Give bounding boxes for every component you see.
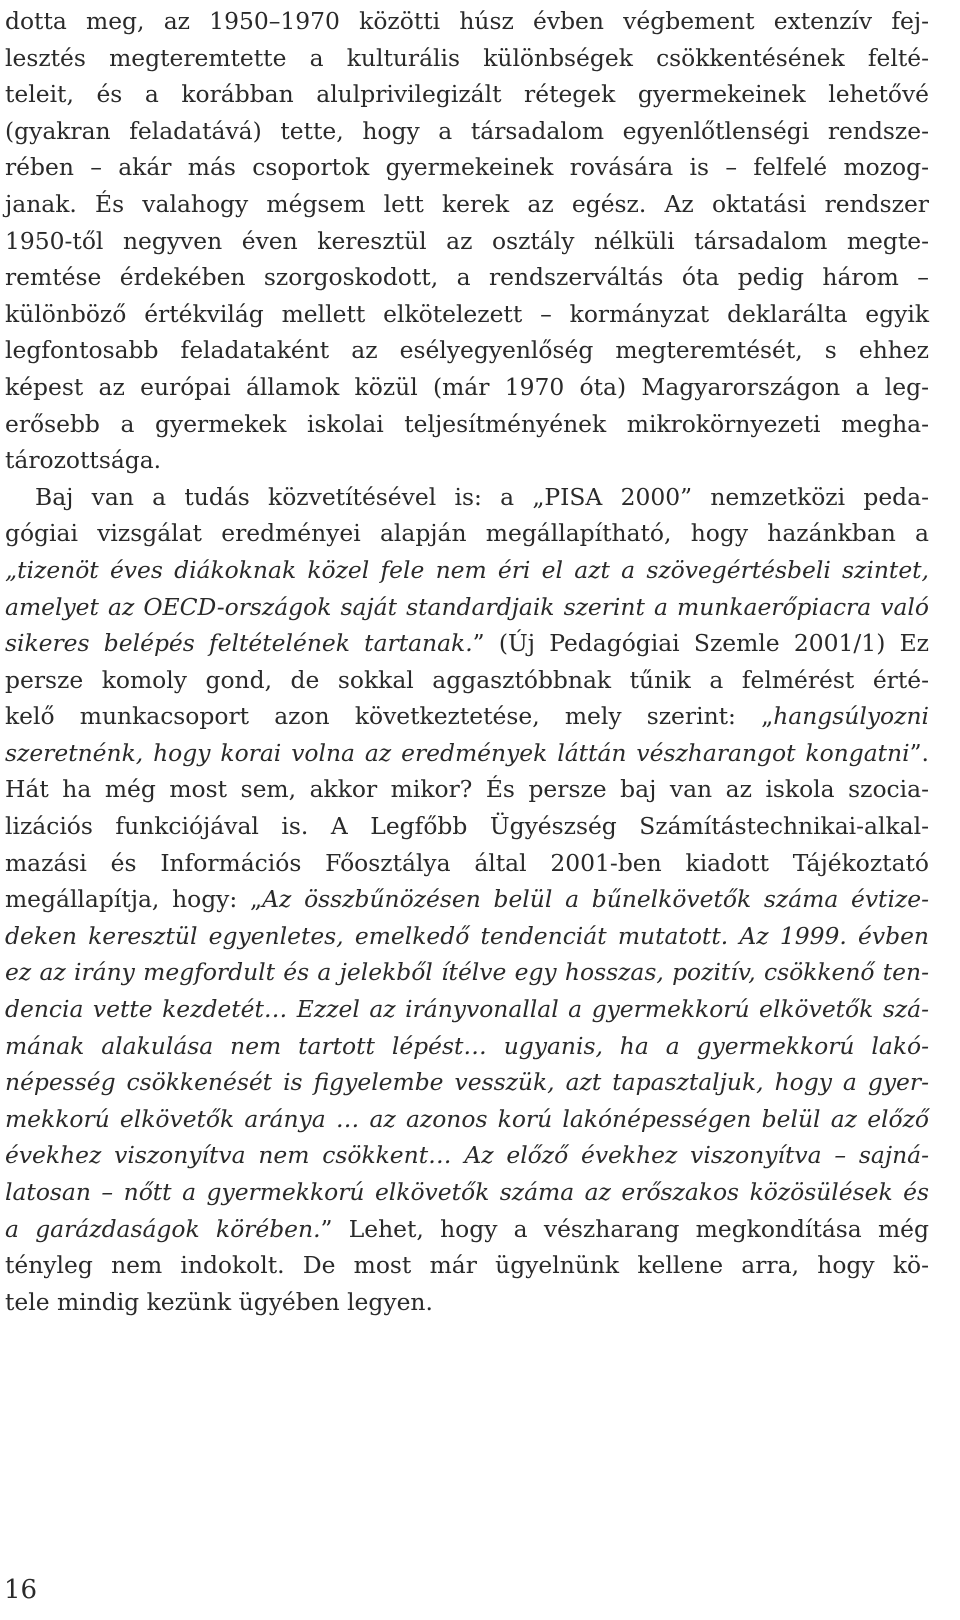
- quote-line: [5, 1064, 929, 1101]
- text-line: lizációs funkciójával is. A Legfőbb Ügyészség Számítástechnikai-alkal-: [5, 812, 929, 841]
- text-line: rében – akár más csoportok gyermekeinek rovására is – felfelé mozog-: [5, 153, 929, 182]
- text-line: persze komoly gond, de sokkal aggasztóbbnak tűnik a felmérést érté-: [5, 665, 929, 694]
- quote-text: mekkorú elkövetők aránya … az azonos korú lakónépességen belül az előző: [5, 1104, 929, 1133]
- text-line: gógiai vizsgálat eredményei alapján megállapítható, hogy hazánkban a: [5, 519, 929, 548]
- quote-line: [5, 589, 929, 626]
- text-line: mazási és Információs Főosztálya által 2001-ben kiadott Tájékoztató: [5, 848, 929, 877]
- text-line: [5, 1211, 929, 1248]
- text-line: teleit, és a korábban alulprivilegizált rétegek gyermekeinek lehetővé: [5, 80, 929, 109]
- text-line: 1950-től negyven éven keresztül az osztály nélküli társadalom megte-: [5, 226, 929, 255]
- quote-line: [5, 918, 929, 955]
- line-text: ” Lehet, hogy a vészharang megkondítása még: [320, 1214, 929, 1243]
- quote-text: sikeres belépés feltételének tartanak.: [5, 629, 473, 658]
- quote-text: a garázdaságok körében.: [5, 1214, 321, 1243]
- text-line: tározottsága.: [5, 446, 162, 475]
- text-line: [5, 881, 929, 918]
- line-text: kelő munkacsoport azon következtetése, mely szerint: „: [5, 702, 774, 731]
- text-line: [5, 735, 929, 772]
- quote-text: mának alakulása nem tartott lépést… ugyanis, ha a gyermekkorú lakó-: [5, 1031, 929, 1060]
- text-line: [5, 625, 929, 662]
- quote-line: [5, 1137, 929, 1174]
- text-line: tele mindig kezünk ügyében legyen.: [5, 1287, 433, 1316]
- quote-text: népesség csökkenését is figyelembe vesszük, azt tapasztaljuk, hogy a gyer-: [5, 1068, 929, 1097]
- text-line: (gyakran feladatává) tette, hogy a társadalom egyenlőtlenségi rendsze-: [5, 116, 929, 145]
- line-text: megállapítja, hogy: „: [5, 885, 263, 914]
- page-number: 16: [4, 1575, 38, 1605]
- quote-text: deken keresztül egyenletes, emelkedő tendenciát mutatott. Az 1999. évben: [5, 921, 929, 950]
- line-text: ”.: [909, 738, 929, 767]
- quote-text: hangsúlyozni: [773, 702, 929, 731]
- quote-line: [5, 1101, 929, 1138]
- quote-line: [5, 954, 929, 991]
- text-line: legfontosabb feladataként az esélyegyenlőség megteremtését, s ehhez: [5, 336, 929, 365]
- text-line: lesztés megteremtette a kulturális különbségek csökkentésének felté-: [5, 43, 929, 72]
- citation-text: ” (Új Pedagógiai Szemle 2001/1) Ez: [472, 629, 929, 658]
- text-line: Baj van a tudás közvetítésével is: a „PISA 2000” nemzetközi peda-: [35, 482, 929, 511]
- paragraph-1: [5, 3, 929, 479]
- text-line: remtése érdekében szorgoskodott, a rendszerváltás óta pedig három –: [5, 263, 929, 292]
- quote-text: amelyet az OECD-országok saját standardjaik szerint a munkaerőpiacra való: [5, 592, 929, 621]
- quote-text: ez az irány megfordult és a jelekből ítélve egy hosszas, pozitív, csökkenő ten-: [5, 958, 929, 987]
- text-line: képest az európai államok közül (már 1970 óta) Magyarországon a leg-: [5, 372, 929, 401]
- quote-line: [5, 991, 929, 1028]
- quote-line: [5, 552, 929, 589]
- quote-text: „tizenöt éves diákoknak közel fele nem éri el azt a szövegértésbeli szintet,: [5, 555, 929, 584]
- quote-text: Az összbűnözésen belül a bűnelkövetők száma évtize-: [262, 885, 929, 914]
- body-text: [5, 3, 929, 1320]
- quote-line: [5, 1174, 929, 1211]
- text-line: Hát ha még most sem, akkor mikor? És persze baj van az iskola szocia-: [5, 775, 929, 804]
- quote-text: latosan – nőtt a gyermekkorú elkövetők száma az erőszakos közösülések és: [5, 1178, 929, 1206]
- quote-text: évekhez viszonyítva nem csökkent… Az előző évekhez viszonyítva – sajná-: [5, 1141, 929, 1170]
- quote-text: szeretnénk, hogy korai volna az eredmények láttán vészharangot kongatni: [5, 738, 910, 767]
- text-line: dotta meg, az 1950–1970 közötti húsz évben végbement extenzív fej-: [5, 7, 929, 35]
- text-line: erősebb a gyermekek iskolai teljesítményének mikrokörnyezeti megha-: [5, 409, 929, 438]
- text-line: janak. És valahogy mégsem lett kerek az egész. Az oktatási rendszer: [5, 189, 929, 218]
- text-line: [5, 698, 929, 735]
- text-line: különböző értékvilág mellett elkötelezett – kormányzat deklarálta egyik: [5, 299, 929, 328]
- paragraph-2: [5, 479, 929, 1321]
- quote-line: [5, 1028, 929, 1065]
- quote-text: dencia vette kezdetét… Ezzel az irányvonallal a gyermekkorú elkövetők szá-: [5, 995, 929, 1024]
- text-line: tényleg nem indokolt. De most már ügyelnünk kellene arra, hogy kö-: [5, 1251, 929, 1280]
